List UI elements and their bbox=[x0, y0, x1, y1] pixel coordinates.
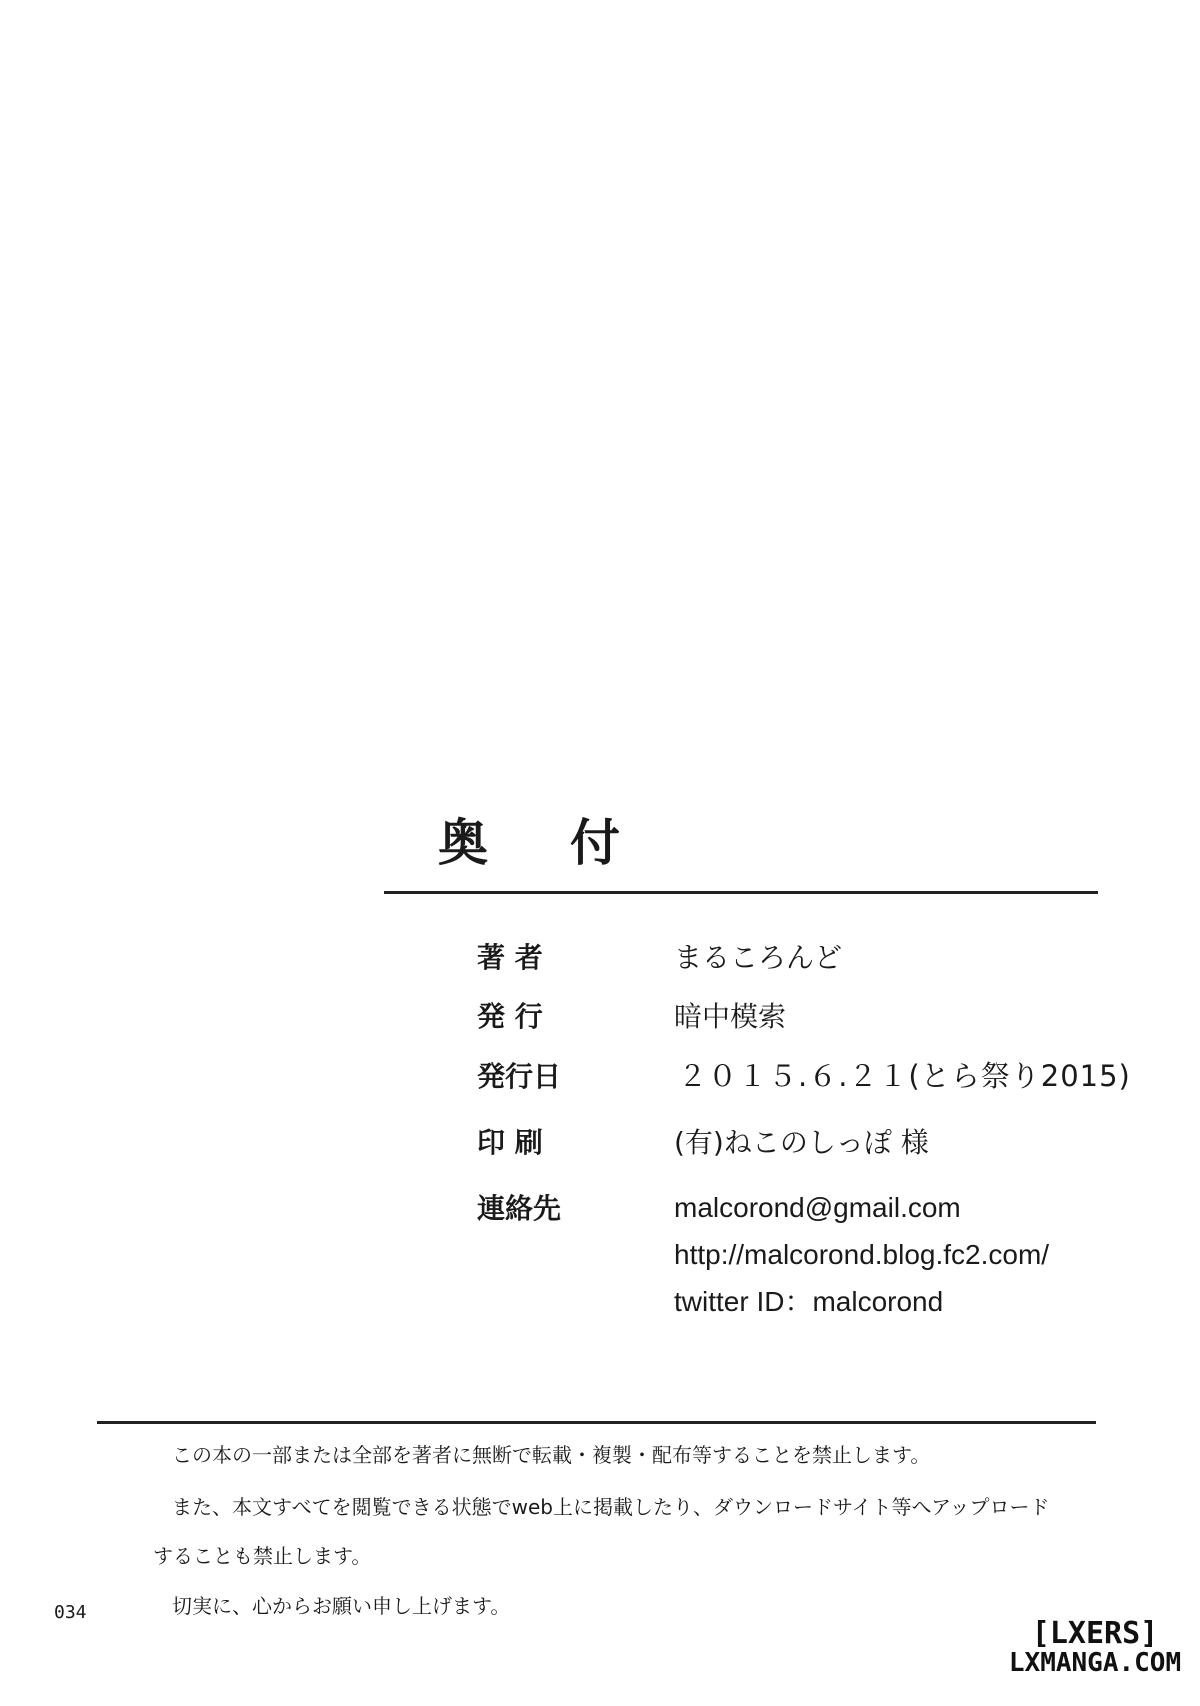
notice-line-3: することも禁止します。 bbox=[153, 1544, 372, 1568]
author-value: まるころんど bbox=[674, 941, 843, 974]
contact-twitter: twitter ID：malcorond bbox=[674, 1286, 944, 1317]
contact-email: malcorond@gmail.com bbox=[674, 1192, 961, 1223]
printer-value: (有)ねこのしっぽ 様 bbox=[674, 1126, 929, 1159]
printer-label: 印 刷 bbox=[477, 1126, 543, 1159]
notice-line-2: また、本文すべてを閲覧できる状態でweb上に掲載したり、ダウンロードサイト等へアップロード bbox=[172, 1495, 1050, 1519]
issue-date-value: ２０１５.６.２１(とら祭り2015) bbox=[678, 1059, 1131, 1093]
contact-blog-url: http://malcorond.blog.fc2.com/ bbox=[674, 1239, 1050, 1270]
notice-divider bbox=[97, 1421, 1096, 1424]
notice-line-1: この本の一部または全部を著者に無断で転載・複製・配布等することを禁止します。 bbox=[172, 1443, 931, 1467]
watermark bbox=[1000, 1618, 1190, 1677]
watermark-line-1: [LXERS] bbox=[1031, 1616, 1159, 1651]
author-label: 著 者 bbox=[477, 941, 543, 974]
publisher-label: 発 行 bbox=[477, 1000, 543, 1033]
title-divider bbox=[384, 891, 1098, 894]
page-number: 034 bbox=[54, 1602, 87, 1623]
contact-label: 連絡先 bbox=[477, 1192, 562, 1225]
issue-date-label: 発行日 bbox=[477, 1060, 562, 1093]
publisher-value: 暗中模索 bbox=[674, 1000, 787, 1033]
watermark-line-2: LXMANGA.COM bbox=[1008, 1647, 1182, 1678]
notice-line-4: 切実に、心からお願い申し上げます。 bbox=[172, 1594, 511, 1618]
colophon-title: 奥付 bbox=[438, 814, 702, 872]
